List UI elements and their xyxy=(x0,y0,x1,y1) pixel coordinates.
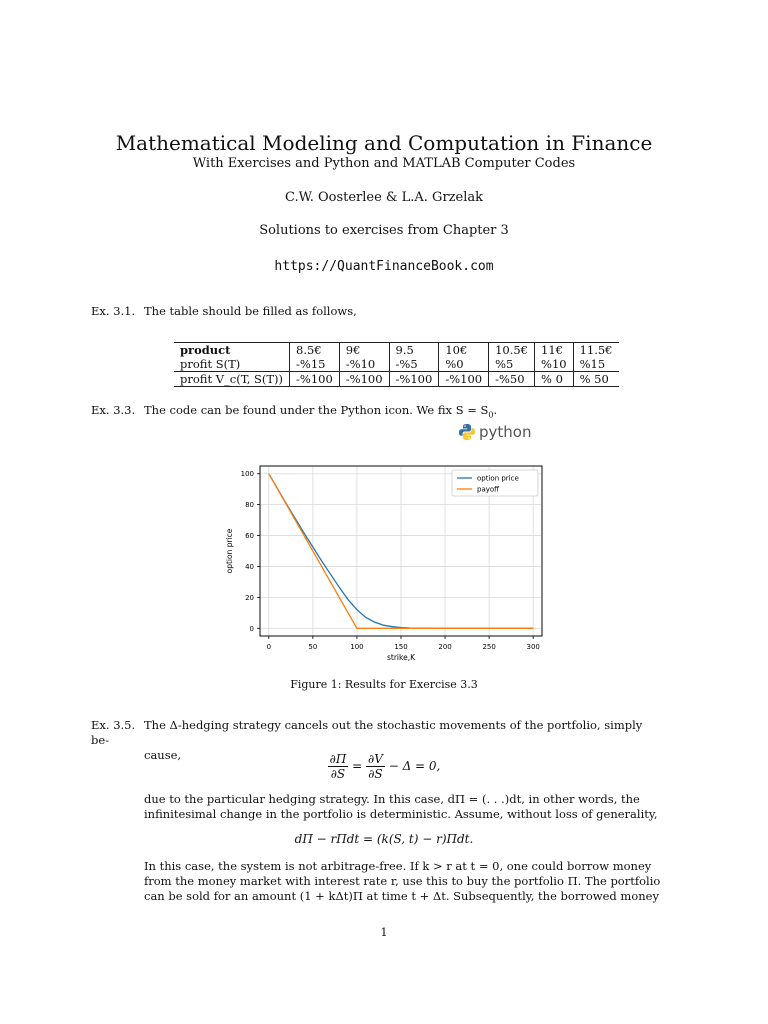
table-cell: %10 xyxy=(535,357,574,372)
y-axis-label: option price xyxy=(225,528,234,574)
table-row xyxy=(174,372,619,387)
option-price-chart xyxy=(222,460,552,668)
x-tick-label: 50 xyxy=(308,643,318,651)
table-cell: -%100 xyxy=(339,372,389,387)
legend-label: payoff xyxy=(477,485,499,494)
y-tick-label: 20 xyxy=(245,593,254,602)
y-tick-label: 40 xyxy=(245,562,254,571)
table-cell: -%100 xyxy=(389,372,439,387)
ex35-paragraph-1: due to the particular hedging strategy. In this case, dΠ = (. . .)dt, in other words, the infinitesimal change in the portfolio is deterministic. Assume, without loss of generality, xyxy=(144,792,658,821)
fraction: $\frac{\partial\Pi}{\partial S}$ xyxy=(329,752,347,781)
table-cell: %0 xyxy=(439,357,489,372)
table-header-cell: 8.5€ xyxy=(290,343,340,358)
table-row-label: profit V_c(T, S(T)) xyxy=(174,372,290,387)
profit-table xyxy=(174,342,619,387)
ex35-label: Ex. 3.5. xyxy=(91,718,136,732)
fraction: $\frac{\partial V}{\partial S}$ xyxy=(368,752,383,781)
ex31-paragraph xyxy=(91,304,357,319)
ex31-label: Ex. 3.1. xyxy=(91,304,136,318)
x-tick-label: 150 xyxy=(394,643,408,651)
x-tick-label: 0 xyxy=(266,643,272,651)
table-row xyxy=(174,357,619,372)
python-icon xyxy=(458,423,476,441)
document-subtitle: With Exercises and Python and MATLAB Computer Codes xyxy=(192,156,576,171)
table-cell: % 0 xyxy=(535,372,574,387)
table-header-cell: 9.5 xyxy=(389,343,439,358)
table-cell: -%100 xyxy=(439,372,489,387)
table-cell: -%50 xyxy=(489,372,535,387)
y-tick-label: 60 xyxy=(245,532,254,541)
table-header-cell: 11.5€ xyxy=(573,343,618,358)
table-cell: -%10 xyxy=(339,357,389,372)
x-tick-label: 300 xyxy=(526,643,540,651)
table-header-cell: 9€ xyxy=(339,343,389,358)
table-cell: -%15 xyxy=(290,357,340,372)
table-cell: %15 xyxy=(573,357,618,372)
python-logo-text: python xyxy=(479,423,532,441)
x-tick-label: 200 xyxy=(438,643,452,651)
ex33-paragraph: Ex. 3.3. The code can be found under the Python icon. We fix $S = S_0$. xyxy=(91,403,498,420)
ex33-label: Ex. 3.3. xyxy=(91,403,136,417)
x-axis-label: strike,K xyxy=(386,653,416,662)
ex31-text: The table should be filled as follows, xyxy=(144,304,357,318)
table-cell: -%100 xyxy=(290,372,340,387)
figure-caption: Figure 1: Results for Exercise 3.3 xyxy=(290,678,478,691)
ex35-line2: cause, xyxy=(144,748,182,762)
y-tick-label: 80 xyxy=(245,501,254,510)
y-tick-label: 0 xyxy=(249,624,254,633)
equation-delta-hedge: $\frac{\partial\Pi}{\partial S}$ = $\frac{\partial V}{\partial S}$ − Δ = 0, xyxy=(329,752,441,781)
python-logo-link[interactable] xyxy=(458,423,531,441)
table-cell: % 50 xyxy=(573,372,618,387)
x-tick-label: 250 xyxy=(482,643,496,651)
y-tick-label: 100 xyxy=(240,470,254,479)
book-url[interactable]: https://QuantFinanceBook.com xyxy=(274,259,494,274)
table-header-cell: 10€ xyxy=(439,343,489,358)
table-header-cell: 11€ xyxy=(535,343,574,358)
authors: C.W. Oosterlee & L.A. Grzelak xyxy=(285,190,483,205)
equation-portfolio: dΠ − rΠdt = (k(S, t) − r)Πdt. xyxy=(294,832,474,846)
ex35-paragraph-2: In this case, the system is not arbitrage-free. If k > r at t = 0, one could borrow money from the money market with interest rate r, use this to buy the portfolio Π. The portfolio can be sold for an amount (1 + kΔt)Π at time t + Δt. Subsequently, the borrowed money xyxy=(144,859,661,903)
ex35-line1: The Δ-hedging strategy cancels out the stochastic movements of the portfolio, simply be- xyxy=(91,718,643,747)
page-number: 1 xyxy=(380,926,388,939)
table-header-cell: 10.5€ xyxy=(489,343,535,358)
document-title: Mathematical Modeling and Computation in Finance xyxy=(115,131,653,155)
table-row-label: profit S(T) xyxy=(180,357,241,371)
solutions-heading: Solutions to exercises from Chapter 3 xyxy=(259,223,509,238)
x-tick-label: 100 xyxy=(350,643,364,651)
table-cell: %5 xyxy=(489,357,535,372)
table-header-cell: product xyxy=(174,343,290,358)
ex33-text: The code can be found under the Python icon. We fix S = S xyxy=(144,403,489,417)
table-header-row xyxy=(174,343,619,358)
table-cell: -%5 xyxy=(389,357,439,372)
legend-label: option price xyxy=(477,474,519,483)
